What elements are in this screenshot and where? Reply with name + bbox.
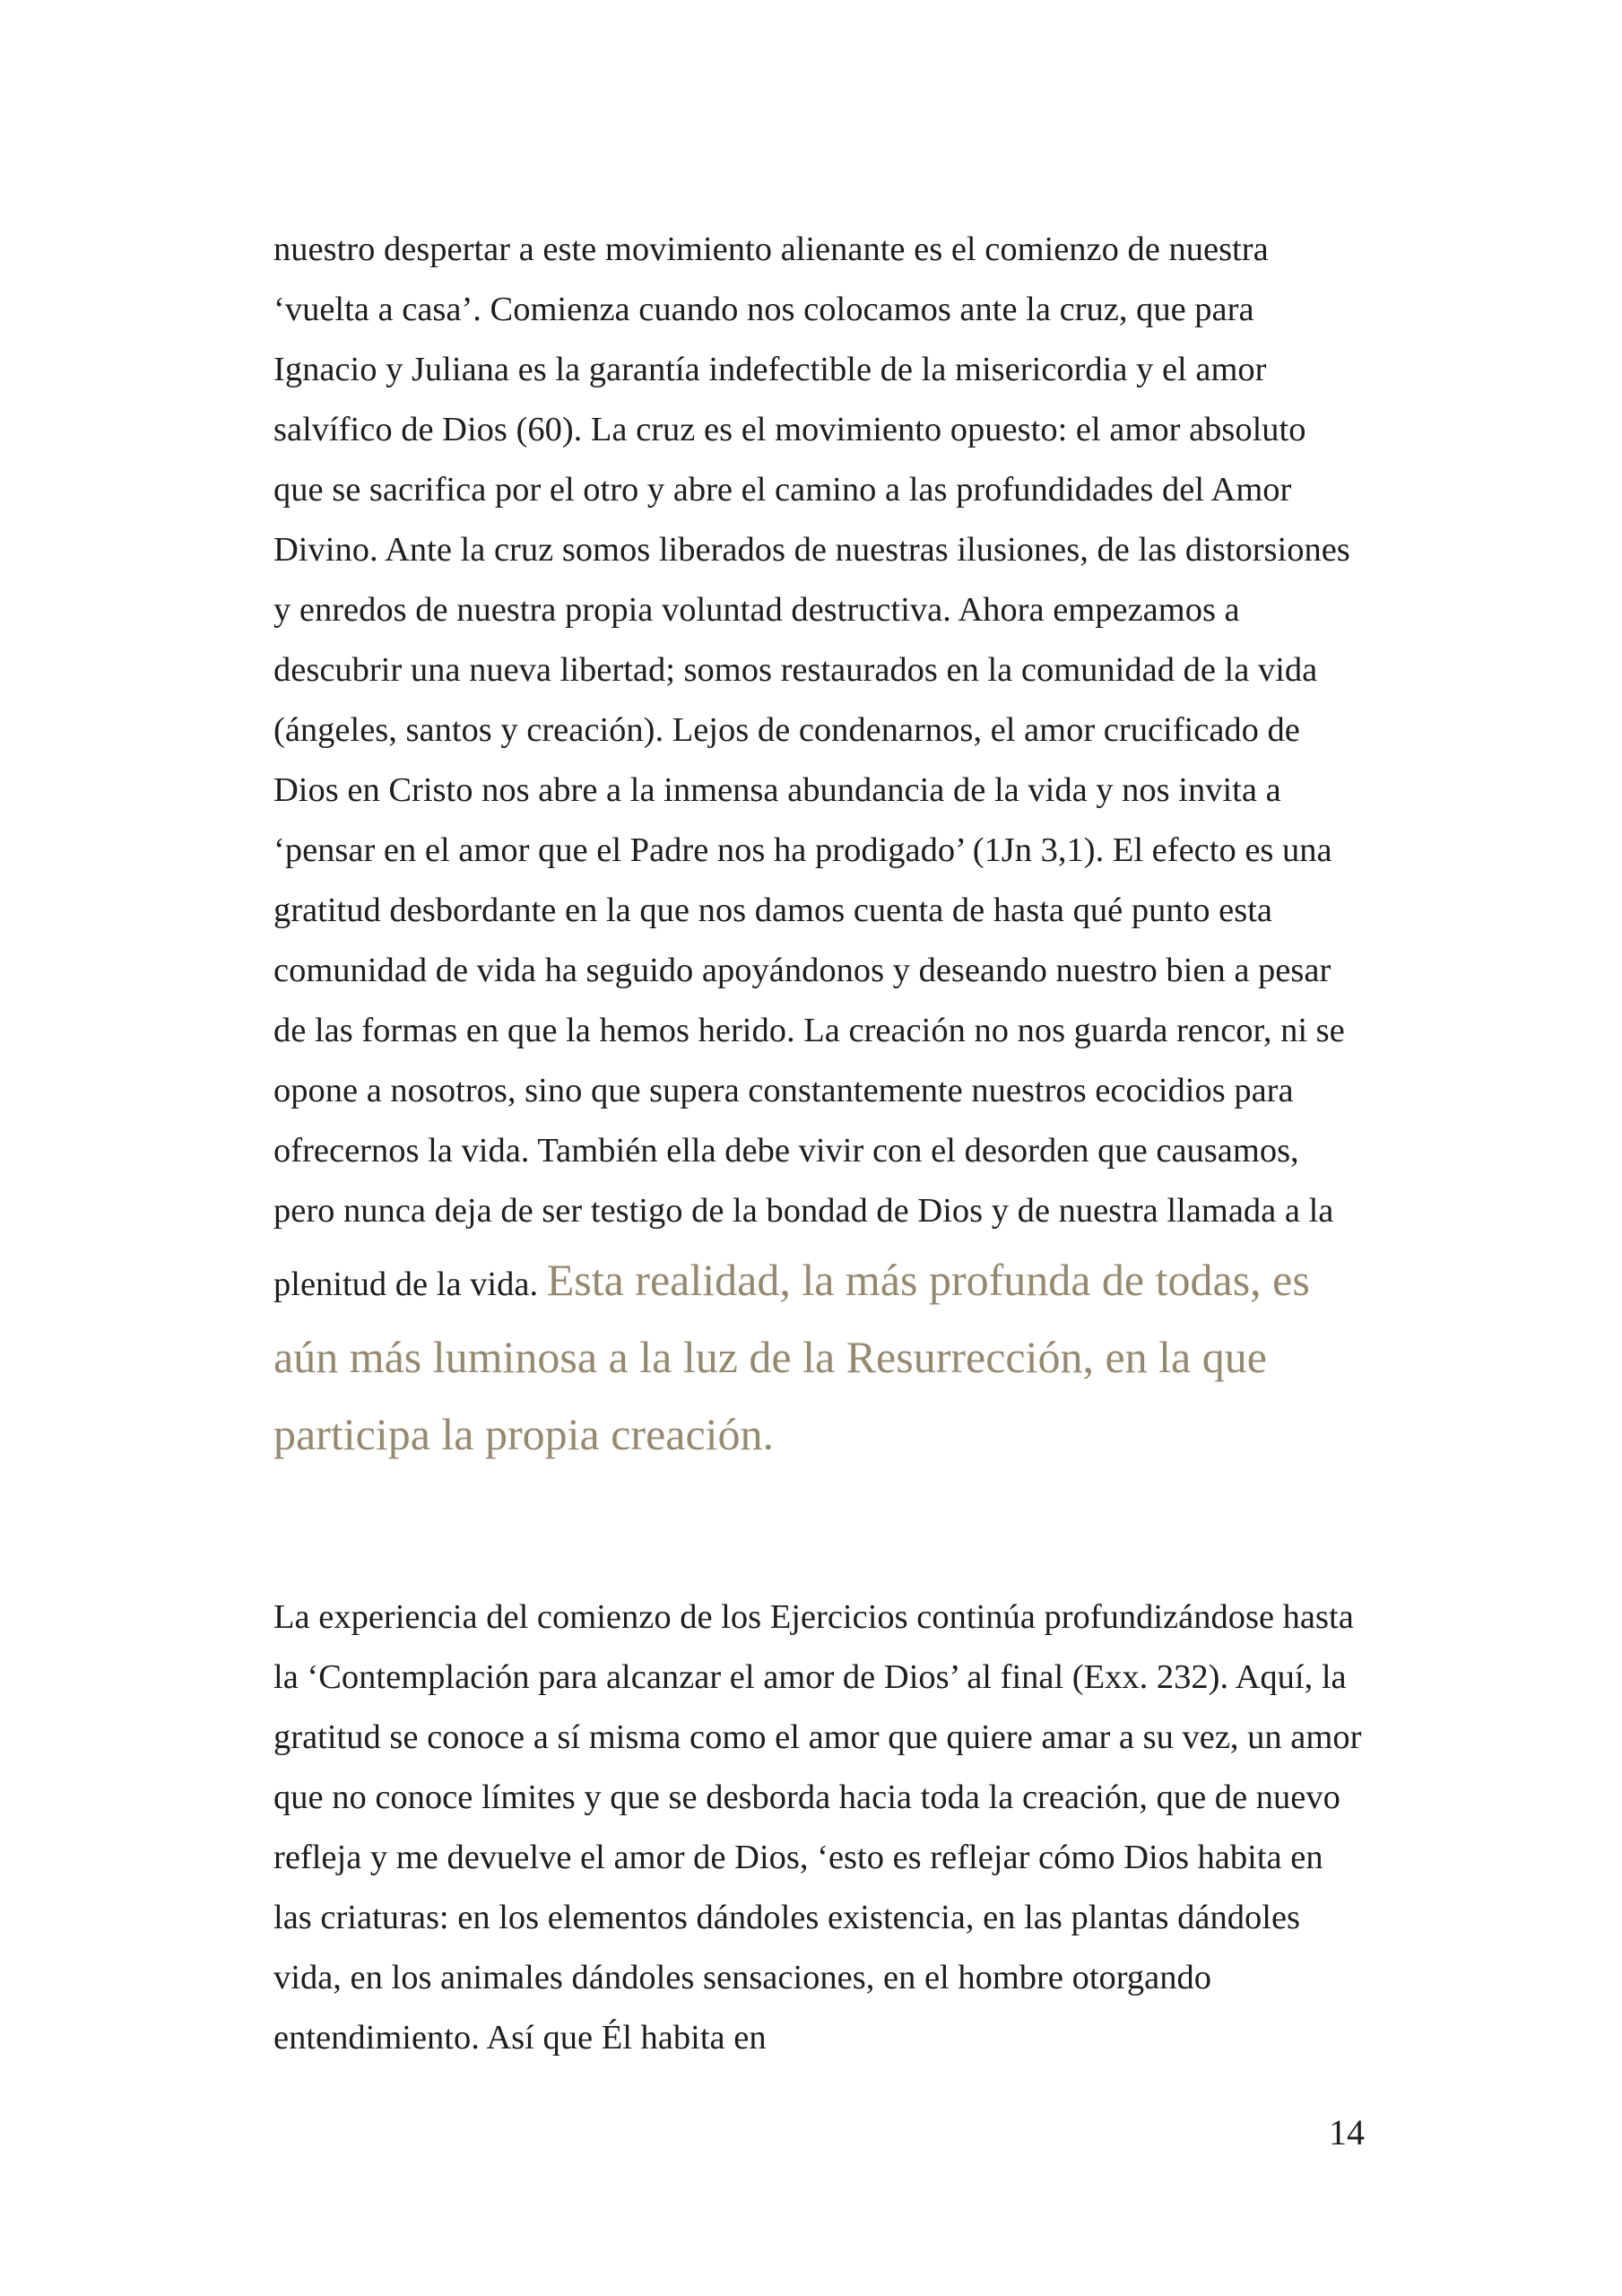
body-paragraph-1 — [273, 220, 1363, 1473]
pull-quote-highlight: Esta realidad, la más profunda de todas, es aún más luminosa a la luz de la Resurrección, en la que participa la propia creación. — [273, 1255, 1310, 1459]
body-paragraph-2: La experiencia del comienzo de los Ejercicios continúa profundizándose hasta la ‘Contemplación para alcanzar el amor de Dios’ al final (Exx. 232). Aquí, la gratitud se conoce a sí misma como el amor que quiere amar a su vez, un amor que no conoce límites y que se desborda hacia toda la creación, que de nuevo refleja y me devuelve el amor de Dios, ‘esto es reflejar cómo Dios habita en las criaturas: en los elementos dándoles existencia, en las plantas dándoles vida, en los animales dándoles sensaciones, en el hombre otorgando entendimiento. Así que Él habita en — [273, 1598, 1362, 2057]
page-number: 14 — [1329, 2112, 1365, 2152]
paragraph-1-text: nuestro despertar a este movimiento alienante es el comienzo de nuestra ‘vuelta a casa’. Comienza cuando nos colocamos ante la cruz, que para Ignacio y Juliana es la garantía indefectible de la misericordia y el amor salvífico de Dios (60). La cruz es el movimiento opuesto: el amor absoluto que se sacrifica por el otro y abre el camino a las profundidades del Amor Divino. Ante la cruz somos liberados de nuestras ilusiones, de las distorsiones y enredos de nuestra propia voluntad destructiva. Ahora empezamos a descubrir una nueva libertad; somos restaurados en la comunidad de la vida (ángeles, santos y creación). Lejos de condenarnos, el amor crucificado de Dios en Cristo nos abre a la inmensa abundancia de la vida y nos invita a ‘pensar en el amor que el Padre nos ha prodigado’ (1Jn 3,1). El efecto es una gratitud desbordante en la que nos damos cuenta de hasta qué punto esta comunidad de vida ha seguido apoyándonos y deseando nuestro bien a pesar de las formas en que la hemos herido. La creación no nos guarda rencor, ni se opone a nosotros, sino que supera constantemente nuestros ecocidios para ofrecernos la vida. También ella debe vivir con el desorden que causamos, pero nunca deja de ser testigo de la bondad de Dios y de nuestra llamada a la plenitud de la vida. — [273, 230, 1350, 1303]
